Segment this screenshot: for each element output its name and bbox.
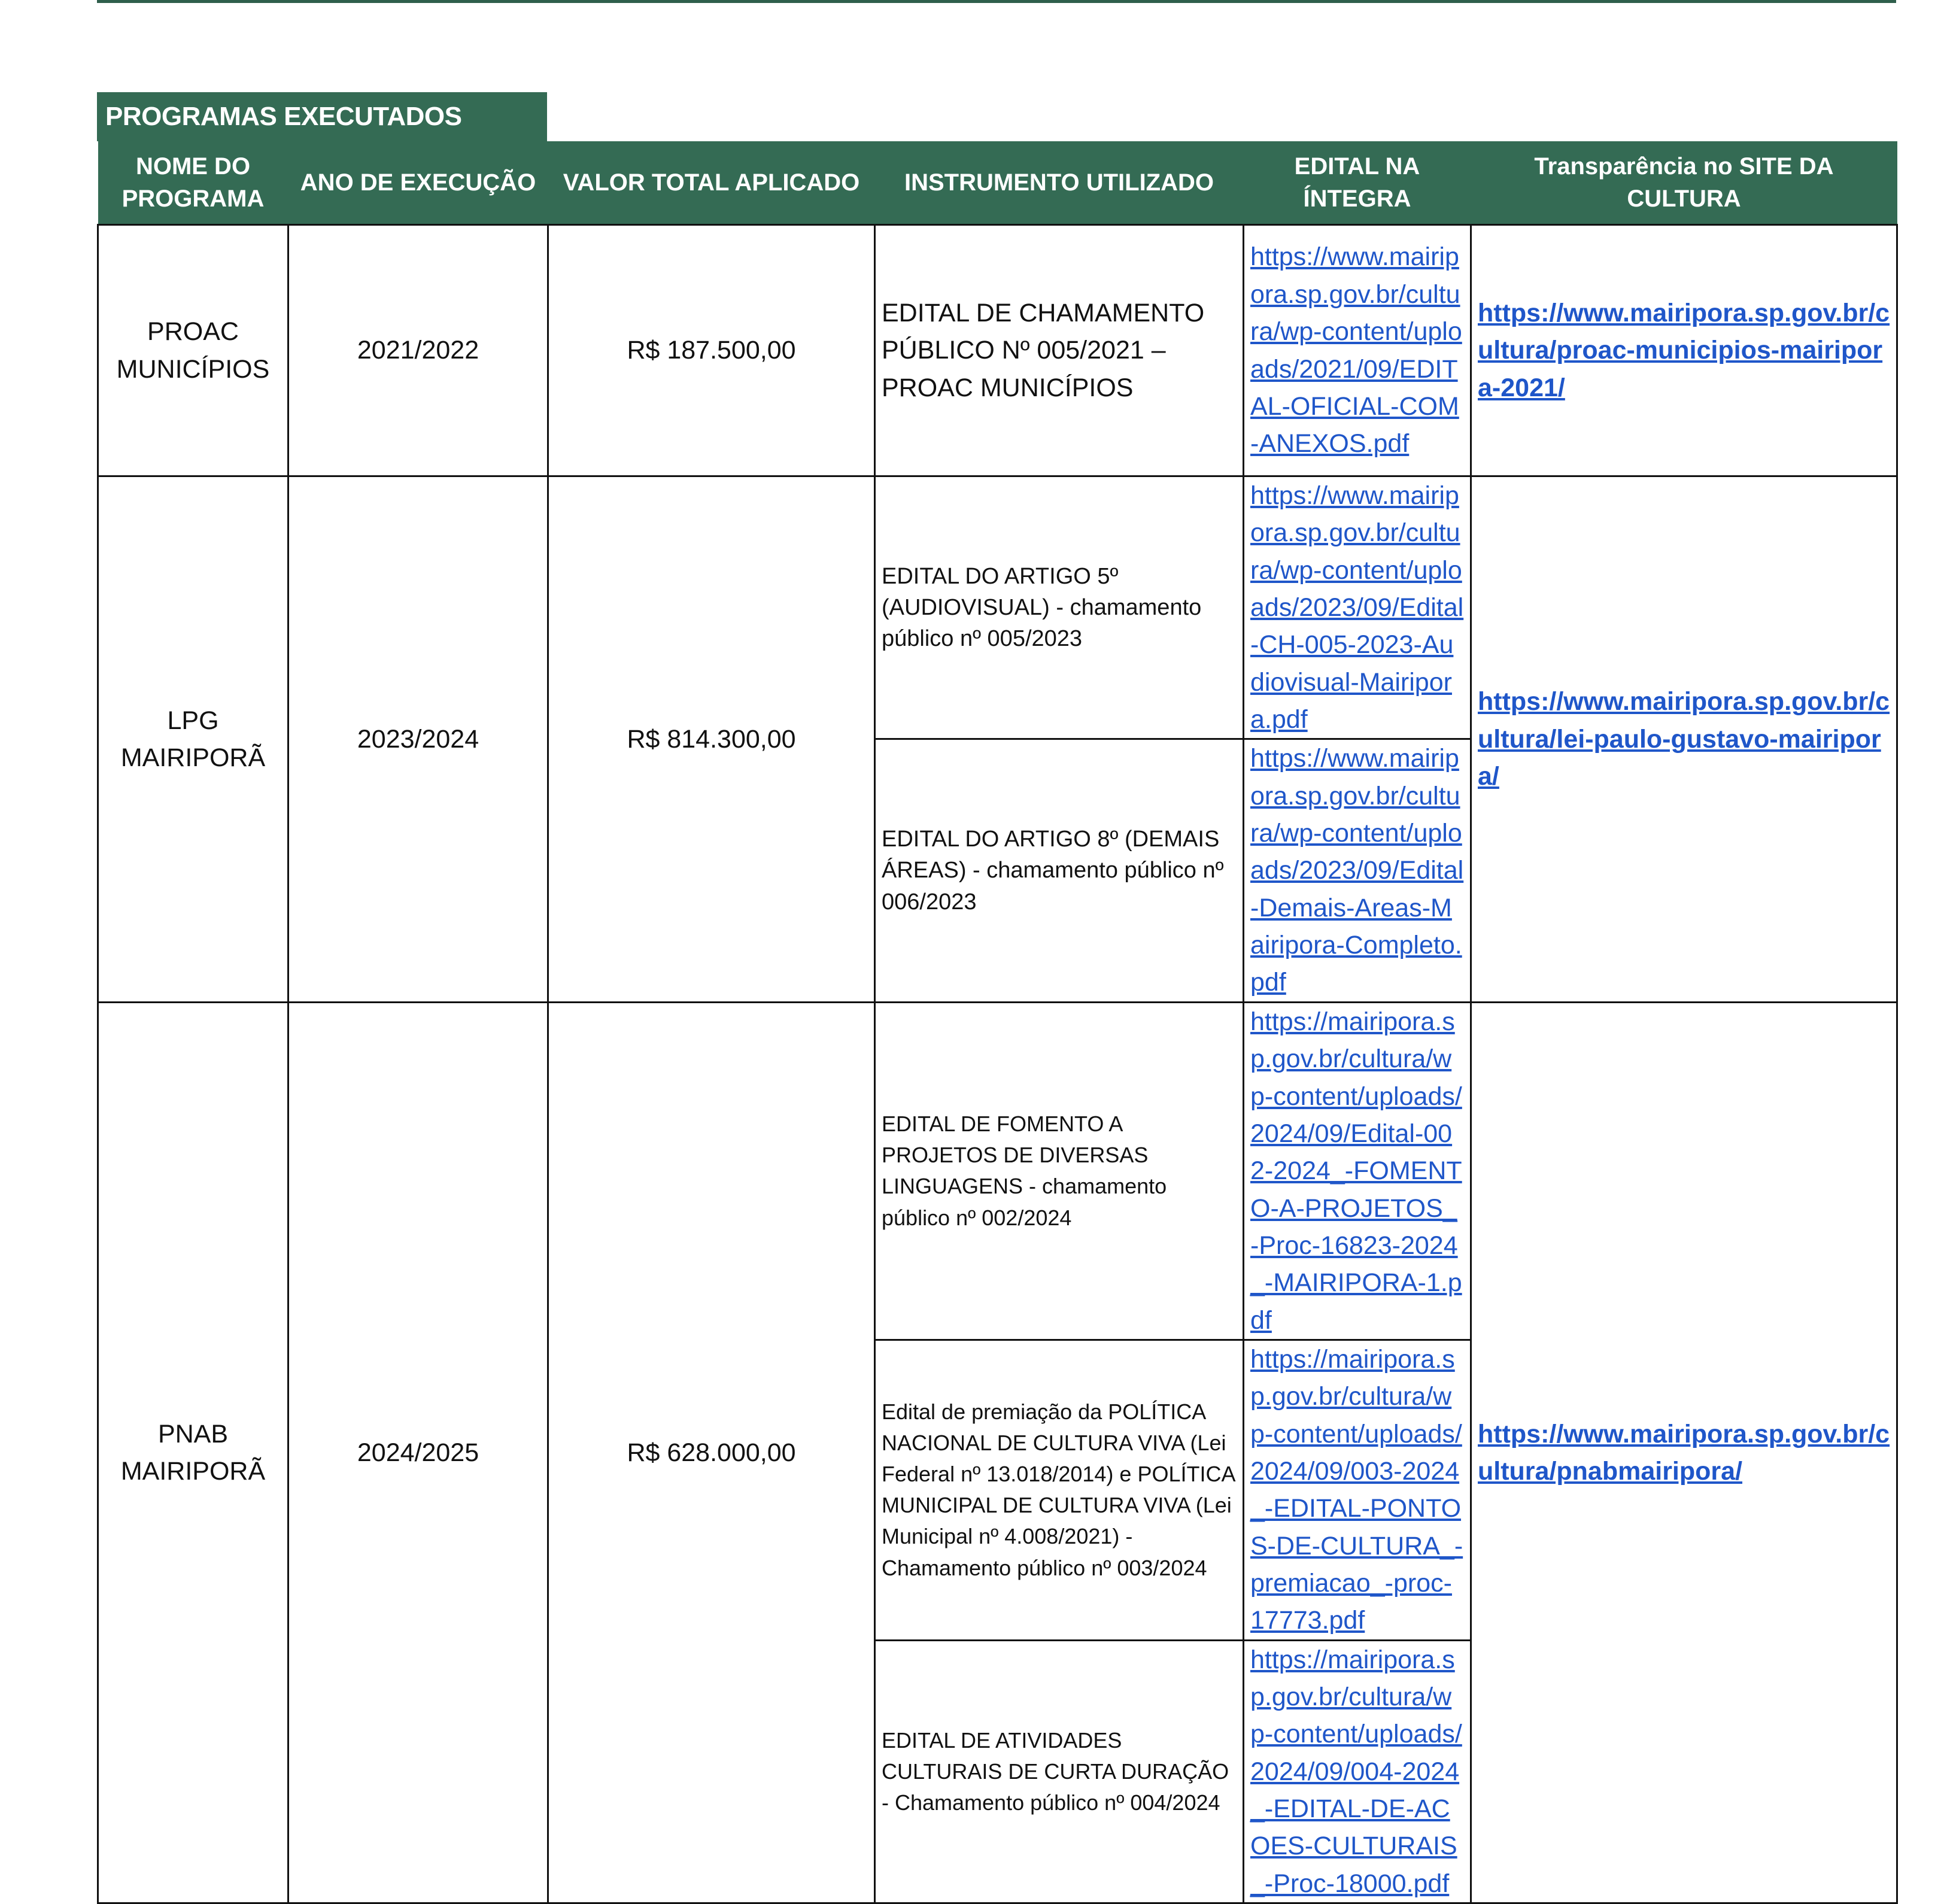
edital-link[interactable]: https://www.mairipora.sp.gov.br/cultura/wp-content/uploads/2023/09/Edital-CH-005-2023-Audiovisual-Mairipora.pdf (1250, 481, 1464, 734)
program-instrument: EDITAL DE FOMENTO A PROJETOS DE DIVERSAS LINGUAGENS - chamamento público nº 002/2024 (875, 1002, 1244, 1340)
program-instrument: EDITAL DE CHAMAMENTO PÚBLICO Nº 005/2021 – PROAC MUNICÍPIOS (875, 225, 1244, 476)
edital-link-cell (1244, 1640, 1471, 1903)
edital-link-cell (1244, 739, 1471, 1002)
program-instrument: EDITAL DE ATIVIDADES CULTURAIS DE CURTA DURAÇÃO - Chamamento público nº 004/2024 (875, 1640, 1244, 1903)
site-link[interactable]: https://www.mairipora.sp.gov.br/cultura/proac-municipios-mairipora-2021/ (1478, 298, 1890, 402)
program-instrument: EDITAL DO ARTIGO 5º (AUDIOVISUAL) - chamamento público nº 005/2023 (875, 476, 1244, 739)
site-link-cell (1471, 476, 1897, 1003)
table-row (98, 225, 1897, 476)
edital-link-cell (1244, 476, 1471, 739)
program-value: R$ 187.500,00 (548, 225, 875, 476)
header-row (98, 141, 1897, 225)
site-link[interactable]: https://www.mairipora.sp.gov.br/cultura/lei-paulo-gustavo-mairipora/ (1478, 687, 1890, 791)
edital-link[interactable]: https://mairipora.sp.gov.br/cultura/wp-content/uploads/2024/09/003-2024_-EDITAL-PONTOS-DE-CULTURA_-premiacao_-proc-17773.pdf (1250, 1344, 1463, 1635)
table-row (98, 476, 1897, 739)
program-value: R$ 628.000,00 (548, 1002, 875, 1903)
program-year: 2024/2025 (288, 1002, 548, 1903)
header-ano-de-execucao: ANO DE EXECUÇÃO (288, 141, 548, 225)
edital-link-cell (1244, 1340, 1471, 1640)
program-name: PNAB MAIRIPORÃ (98, 1002, 288, 1903)
program-instrument: EDITAL DO ARTIGO 8º (DEMAIS ÁREAS) - chamamento público nº 006/2023 (875, 739, 1244, 1002)
program-name: PROAC MUNICÍPIOS (98, 225, 288, 476)
table-row (98, 1002, 1897, 1340)
edital-link[interactable]: https://mairipora.sp.gov.br/cultura/wp-content/uploads/2024/09/Edital-002-2024_-FOMENTO-A-PROJETOS_-Proc-16823-2024_-MAIRIPORA-1.pdf (1250, 1007, 1462, 1335)
program-value: R$ 814.300,00 (548, 476, 875, 1003)
program-instrument: Edital de premiação da POLÍTICA NACIONAL DE CULTURA VIVA (Lei Federal nº 13.018/2014) e POLÍTICA MUNICIPAL DE CULTURA VIVA (Lei Municipal nº 4.008/2021) - Chamamento público nº 003/2024 (875, 1340, 1244, 1640)
header-valor-total-aplicado: VALOR TOTAL APLICADO (548, 141, 875, 225)
edital-link[interactable]: https://www.mairipora.sp.gov.br/cultura/wp-content/uploads/2021/09/EDITAL-OFICIAL-COM-ANEXOS.pdf (1250, 242, 1462, 458)
header-edital-na-integra: EDITAL NA ÍNTEGRA (1244, 141, 1471, 225)
header-nome-do-programa: NOME DO PROGRAMA (98, 141, 288, 225)
site-link-cell (1471, 1002, 1897, 1903)
program-year: 2021/2022 (288, 225, 548, 476)
edital-link[interactable]: https://mairipora.sp.gov.br/cultura/wp-content/uploads/2024/09/004-2024_-EDITAL-DE-ACOES-CULTURAIS_-Proc-18000.pdf (1250, 1645, 1462, 1898)
header-transparencia: Transparência no SITE DA CULTURA (1471, 141, 1897, 225)
site-link[interactable]: https://www.mairipora.sp.gov.br/cultura/pnabmairipora/ (1478, 1419, 1890, 1486)
section-title: PROGRAMAS EXECUTADOS (97, 92, 547, 141)
top-divider (97, 0, 1896, 3)
program-year: 2023/2024 (288, 476, 548, 1003)
header-instrumento-utilizado: INSTRUMENTO UTILIZADO (875, 141, 1244, 225)
edital-link-cell (1244, 225, 1471, 476)
programs-table (97, 141, 1898, 1904)
site-link-cell (1471, 225, 1897, 476)
edital-link-cell (1244, 1002, 1471, 1340)
edital-link[interactable]: https://www.mairipora.sp.gov.br/cultura/wp-content/uploads/2023/09/Edital-Demais-Areas-Mairipora-Completo.pdf (1250, 744, 1464, 997)
program-name: LPG MAIRIPORÃ (98, 476, 288, 1003)
